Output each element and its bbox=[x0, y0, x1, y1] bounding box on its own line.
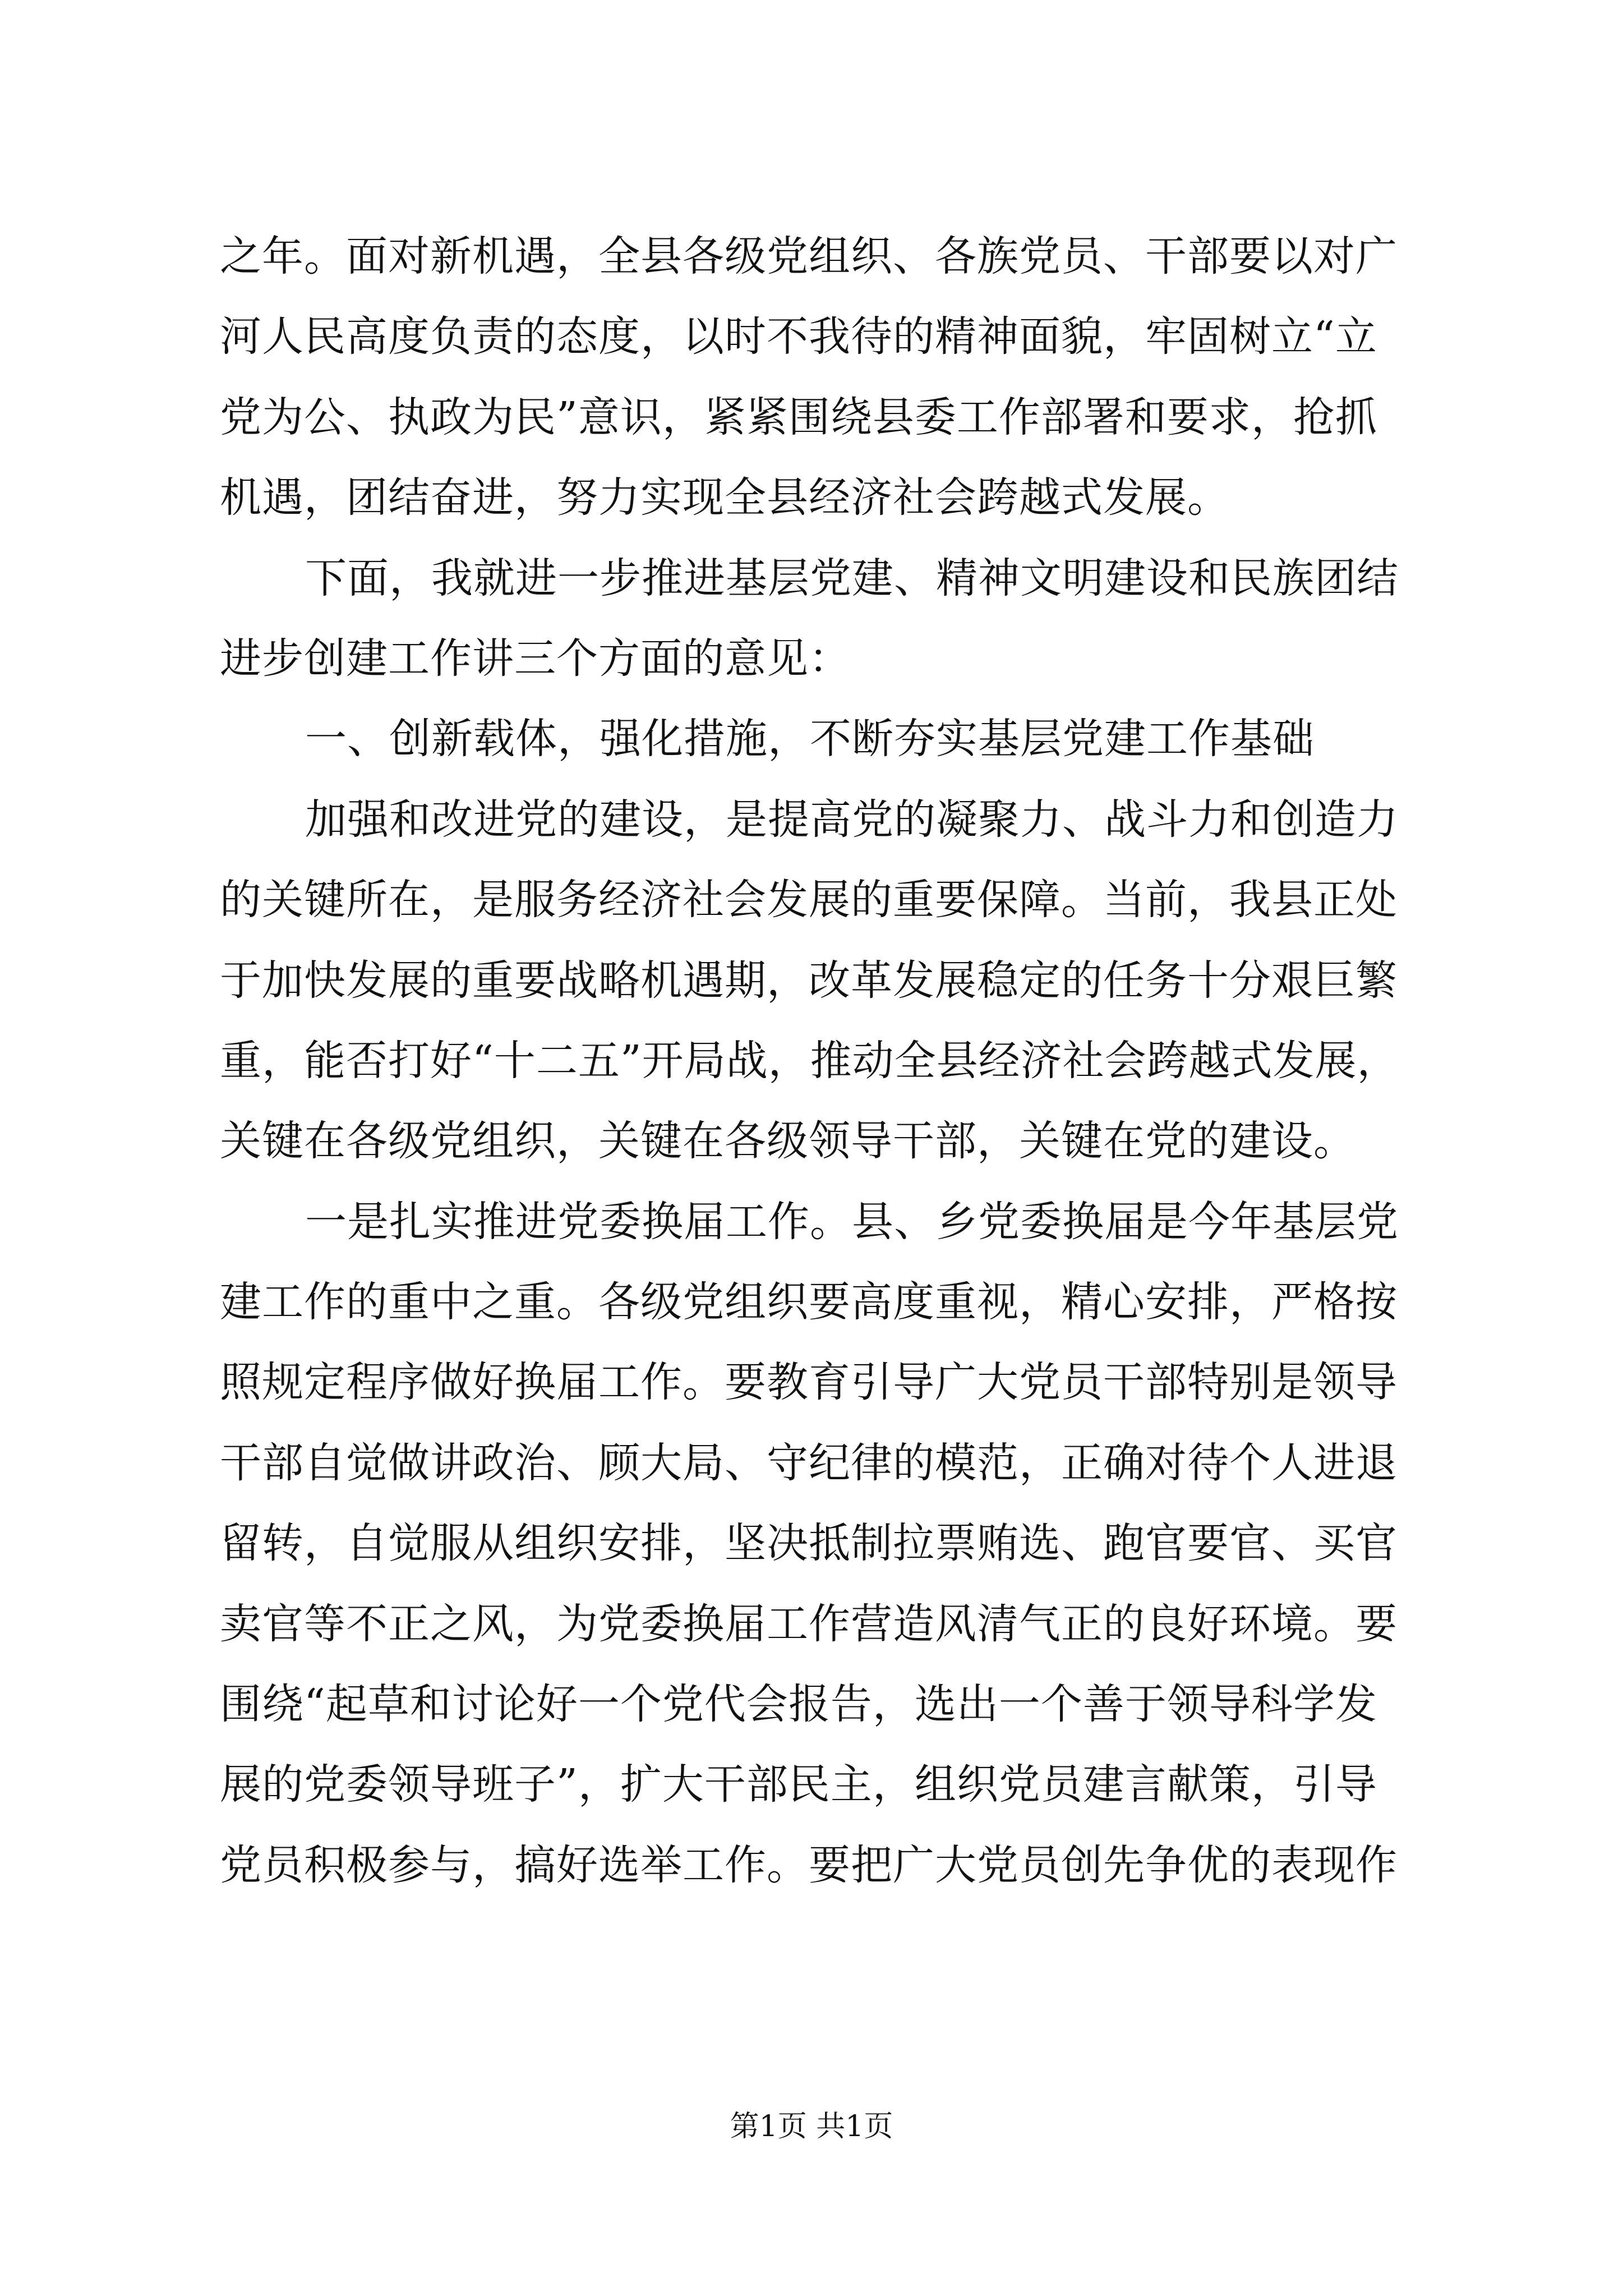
text-line: 照规定程序做好换届工作。要教育引导广大党员干部特别是领导 bbox=[220, 1358, 1398, 1407]
text-line: 机遇，团结奋进，努力实现全县经济社会跨越式发展。 bbox=[220, 473, 1229, 522]
text-line: 留转，自觉服从组织安排，坚决抵制拉票贿选、跑官要官、买官 bbox=[220, 1519, 1398, 1568]
text-line: 展的党委领导班子”，扩大干部民主，组织党员建言献策，引导 bbox=[220, 1760, 1377, 1809]
text-line: 河人民高度负责的态度，以时不我待的精神面貌，牢固树立“立 bbox=[220, 312, 1377, 361]
body-text bbox=[220, 217, 1403, 1906]
paragraph-first-line: 加强和改进党的建设，是提高党的凝聚力、战斗力和创造力 bbox=[305, 795, 1399, 844]
text-line: 建工作的重中之重。各级党组织要高度重视，精心安排，严格按 bbox=[220, 1278, 1398, 1327]
text-line: 进步创建工作讲三个方面的意见： bbox=[220, 634, 851, 683]
paragraph-first-line: 下面，我就进一步推进基层党建、精神文明建设和民族团结 bbox=[305, 554, 1399, 602]
text-line: 党员积极参与，搞好选举工作。要把广大党员创先争优的表现作 bbox=[220, 1841, 1398, 1889]
text-line: 围绕“起草和讨论好一个党代会报告，选出一个善于领导科学发 bbox=[220, 1680, 1377, 1729]
text-line: 党为公、执政为民”意识，紧紧围绕县委工作部署和要求，抢抓 bbox=[220, 393, 1377, 441]
section-heading: 一、创新载体，强化措施，不断夯实基层党建工作基础 bbox=[305, 715, 1315, 763]
page-footer: 第1页 共1页 bbox=[730, 2110, 893, 2143]
text-line: 于加快发展的重要战略机遇期，改革发展稳定的任务十分艰巨繁 bbox=[220, 956, 1398, 1005]
text-line: 关键在各级党组织，关键在各级领导干部，关键在党的建设。 bbox=[220, 1117, 1355, 1166]
text-line: 干部自觉做讲政治、顾大局、守纪律的模范，正确对待个人进退 bbox=[220, 1438, 1398, 1487]
text-line: 之年。面对新机遇，全县各级党组织、各族党员、干部要以对广 bbox=[220, 232, 1398, 280]
paragraph-first-line: 一是扎实推进党委换届工作。县、乡党委换届是今年基层党 bbox=[305, 1197, 1399, 1246]
text-line: 卖官等不正之风，为党委换届工作营造风清气正的良好环境。要 bbox=[220, 1599, 1398, 1648]
text-line: 的关键所在，是服务经济社会发展的重要保障。当前，我县正处 bbox=[220, 876, 1398, 924]
text-line: 重，能否打好“十二五”开局战，推动全县经济社会跨越式发展， bbox=[220, 1036, 1399, 1085]
